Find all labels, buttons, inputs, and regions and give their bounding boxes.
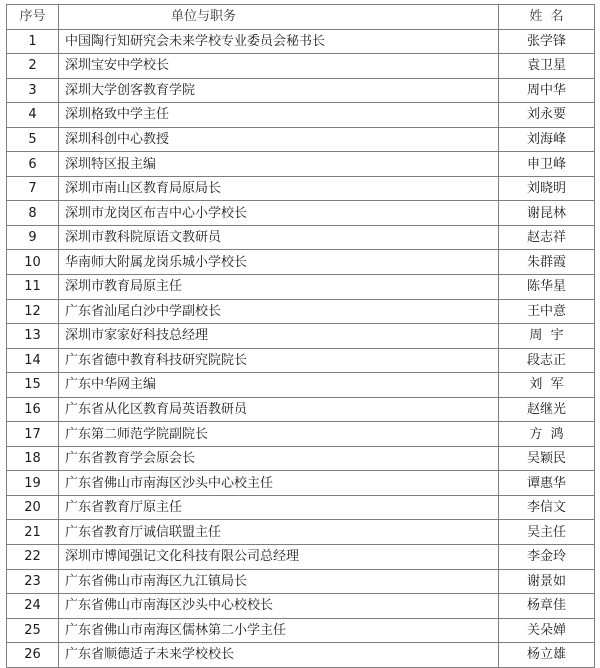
row-unit: 深圳市南山区教育局原局长 [59, 176, 499, 201]
table-row [7, 446, 595, 471]
table-row [7, 275, 595, 300]
table-row [7, 225, 595, 250]
row-index: 14 [7, 348, 59, 373]
row-person: 方 鸿 [499, 422, 595, 447]
row-unit: 广东省从化区教育局英语教研员 [59, 397, 499, 422]
table-row [7, 78, 595, 103]
row-unit: 广东省教育厅原主任 [59, 495, 499, 520]
row-unit: 广东省汕尾白沙中学副校长 [59, 299, 499, 324]
table-row [7, 54, 595, 79]
row-unit: 深圳科创中心教授 [59, 127, 499, 152]
row-person: 赵继光 [499, 397, 595, 422]
row-person: 杨立雄 [499, 643, 595, 668]
row-index: 17 [7, 422, 59, 447]
row-person: 王中意 [499, 299, 595, 324]
table-row [7, 324, 595, 349]
row-unit: 深圳市龙岗区布吉中心小学校长 [59, 201, 499, 226]
row-index: 5 [7, 127, 59, 152]
row-person: 刘海峰 [499, 127, 595, 152]
table-row [7, 495, 595, 520]
row-person: 谢景如 [499, 569, 595, 594]
row-unit: 广东省德中教育科技研究院院长 [59, 348, 499, 373]
row-person: 李金玲 [499, 545, 595, 570]
row-index: 12 [7, 299, 59, 324]
row-person: 谭惠华 [499, 471, 595, 496]
table-row [7, 299, 595, 324]
row-index: 3 [7, 78, 59, 103]
row-unit: 深圳格致中学主任 [59, 103, 499, 128]
table-body [7, 29, 595, 667]
row-person: 周中华 [499, 78, 595, 103]
row-unit: 广东省教育厅诚信联盟主任 [59, 520, 499, 545]
table-row [7, 103, 595, 128]
row-index: 23 [7, 569, 59, 594]
row-unit: 广东省佛山市南海区沙头中心校主任 [59, 471, 499, 496]
row-unit: 广东省佛山市南海区沙头中心校校长 [59, 594, 499, 619]
table-row [7, 643, 595, 668]
row-index: 25 [7, 618, 59, 643]
row-index: 22 [7, 545, 59, 570]
table-row [7, 201, 595, 226]
row-index: 26 [7, 643, 59, 668]
row-index: 7 [7, 176, 59, 201]
row-index: 11 [7, 275, 59, 300]
row-unit: 广东省教育学会原会长 [59, 446, 499, 471]
table-header-row [7, 5, 595, 30]
row-person: 申卫峰 [499, 152, 595, 177]
header-index: 序号 [7, 5, 59, 30]
table-row [7, 520, 595, 545]
row-person: 李信文 [499, 495, 595, 520]
row-unit: 深圳市家家好科技总经理 [59, 324, 499, 349]
table-row [7, 422, 595, 447]
row-person: 吴颖民 [499, 446, 595, 471]
table-row [7, 471, 595, 496]
table-row [7, 397, 595, 422]
row-index: 2 [7, 54, 59, 79]
row-unit: 广东第二师范学院副院长 [59, 422, 499, 447]
row-unit: 广东省佛山市南海区九江镇局长 [59, 569, 499, 594]
row-person: 朱群霞 [499, 250, 595, 275]
row-unit: 广东中华网主编 [59, 373, 499, 398]
roster-table-container [6, 4, 595, 668]
row-person: 袁卫星 [499, 54, 595, 79]
row-unit: 深圳市教育局原主任 [59, 275, 499, 300]
row-person: 赵志祥 [499, 225, 595, 250]
row-unit: 深圳特区报主编 [59, 152, 499, 177]
row-unit: 华南师大附属龙岗乐城小学校长 [59, 250, 499, 275]
table-row [7, 618, 595, 643]
row-index: 1 [7, 29, 59, 54]
row-unit: 广东省顺德适子未来学校校长 [59, 643, 499, 668]
row-index: 8 [7, 201, 59, 226]
row-person: 张学锋 [499, 29, 595, 54]
row-index: 19 [7, 471, 59, 496]
row-person: 关朵婵 [499, 618, 595, 643]
row-index: 4 [7, 103, 59, 128]
row-index: 10 [7, 250, 59, 275]
row-index: 15 [7, 373, 59, 398]
row-person: 段志正 [499, 348, 595, 373]
row-person: 刘晓明 [499, 176, 595, 201]
row-unit: 深圳宝安中学校长 [59, 54, 499, 79]
table-row [7, 176, 595, 201]
roster-table [6, 4, 595, 668]
row-index: 6 [7, 152, 59, 177]
table-row [7, 569, 595, 594]
table-row [7, 250, 595, 275]
row-index: 20 [7, 495, 59, 520]
row-unit: 深圳大学创客教育学院 [59, 78, 499, 103]
table-row [7, 127, 595, 152]
row-index: 24 [7, 594, 59, 619]
table-row [7, 29, 595, 54]
table-row [7, 348, 595, 373]
row-person: 吴主任 [499, 520, 595, 545]
row-unit: 中国陶行知研究会未来学校专业委员会秘书长 [59, 29, 499, 54]
row-person: 刘永要 [499, 103, 595, 128]
row-person: 陈华星 [499, 275, 595, 300]
row-index: 21 [7, 520, 59, 545]
row-unit: 深圳市教科院原语文教研员 [59, 225, 499, 250]
row-index: 16 [7, 397, 59, 422]
table-row [7, 152, 595, 177]
table-row [7, 545, 595, 570]
header-name: 姓 名 [499, 5, 595, 30]
row-index: 18 [7, 446, 59, 471]
row-person: 谢昆林 [499, 201, 595, 226]
row-person: 杨章佳 [499, 594, 595, 619]
table-row [7, 594, 595, 619]
row-person: 周 宇 [499, 324, 595, 349]
row-unit: 深圳市博闻强记文化科技有限公司总经理 [59, 545, 499, 570]
header-unit-position: 单位与职务 [59, 5, 499, 30]
table-row [7, 373, 595, 398]
row-unit: 广东省佛山市南海区儒林第二小学主任 [59, 618, 499, 643]
row-person: 刘 军 [499, 373, 595, 398]
row-index: 9 [7, 225, 59, 250]
row-index: 13 [7, 324, 59, 349]
